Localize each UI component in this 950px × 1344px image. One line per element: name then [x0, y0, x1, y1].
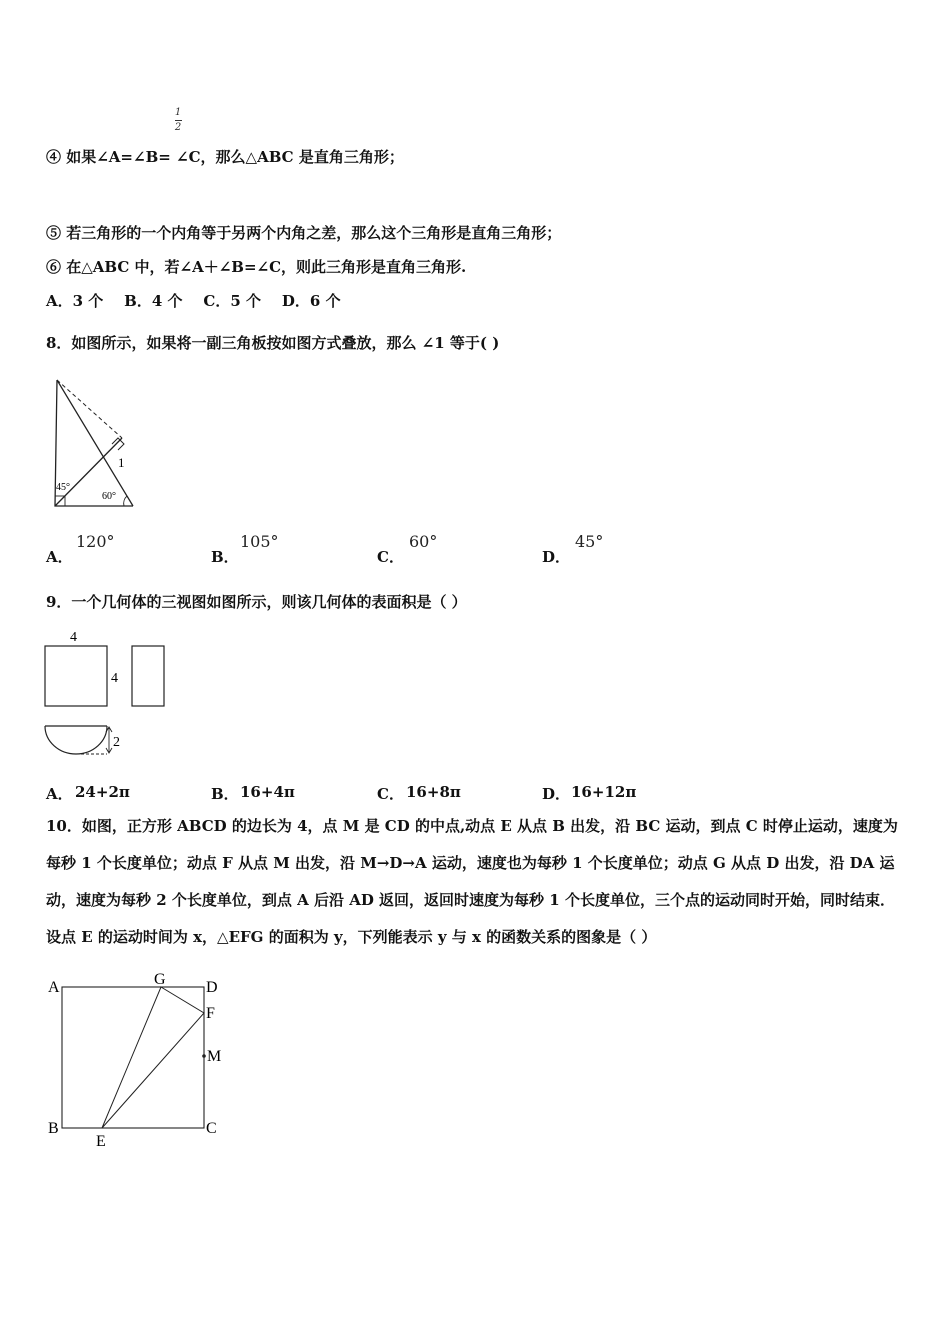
fraction-denominator: 2: [174, 122, 182, 133]
q8-option-a-letter: A．: [46, 548, 73, 566]
label-m: M: [207, 1048, 222, 1065]
q9-option-c-letter: C．: [377, 785, 404, 803]
q9-option-d-value: 16+12π: [571, 783, 637, 801]
angle-45-label: 45°: [56, 482, 70, 493]
label-b: B: [48, 1120, 59, 1137]
label-g: G: [154, 971, 166, 988]
q9-height-label: 4: [111, 671, 118, 686]
q8-option-b-letter: B．: [211, 548, 239, 566]
q9-option-a-value: 24+2π: [75, 783, 130, 801]
label-e: E: [96, 1133, 106, 1150]
q10-square-figure: [40, 966, 230, 1156]
q9-option-b-letter: B．: [211, 785, 239, 803]
label-c: C: [206, 1120, 217, 1137]
label-f: F: [206, 1005, 215, 1022]
angle-1-label: 1: [118, 455, 125, 470]
q8-stem: 8．如图所示，如果将一副三角板按如图方式叠放，那么 ∠1 等于( ): [46, 334, 500, 352]
q9-three-views-figure: [40, 622, 180, 762]
q8-option-a-value: 120°: [76, 532, 115, 551]
q7-item-5: ⑤ 若三角形的一个内角等于另两个内角之差，那么这个三角形是直角三角形；: [46, 224, 562, 242]
q7-options: A．3 个 B．4 个 C．5 个 D．6 个: [46, 292, 341, 310]
angle-60-label: 60°: [102, 491, 116, 502]
fraction-numerator: 1: [174, 107, 182, 118]
label-a: A: [48, 979, 60, 996]
q8-option-d-letter: D．: [542, 548, 571, 566]
q9-stem: 9．一个几何体的三视图如图所示，则该几何体的表面积是（ ）: [46, 593, 467, 611]
side-view: [132, 646, 164, 706]
q9-option-d-letter: D．: [542, 785, 571, 803]
q8-triangle-figure: [40, 372, 150, 517]
q9-option-b-value: 16+4π: [240, 783, 295, 801]
q8-option-b-value: 105°: [240, 532, 279, 551]
label-d: D: [206, 979, 218, 996]
q7-item-6: ⑥ 在△ABC 中，若∠A＋∠B=∠C，则此三角形是直角三角形.: [46, 258, 467, 276]
q10-stem: 10．如图，正方形 ABCD 的边长为 4，点 M 是 CD 的中点,动点 E 从点 B 出发，沿 BC 运动，到点 C 时停止运动，速度为每秒 1 个长度单位；动点 F 从点 M 出发，沿 M→D→A 运动，速度也为每秒 1 个长度单位；动点 G 从点 D 出发，沿 DA 运动，速度为每秒 2 个长度单位，到点 A 后沿 AD 返回，返回时速度为每秒 1 个长度单位，三个点的运动同时开始，同时结束．设点 E 的运动时间为 x，△EFG 的面积为 y，下列能表示 y 与 x 的函数关系的图象是（ ）: [46, 817, 898, 946]
q7-item-4: ④ 如果∠A=∠B= ∠C，那么△ABC 是直角三角形；: [46, 148, 404, 166]
q9-option-c-value: 16+8π: [406, 783, 461, 801]
q9-option-a-letter: A．: [46, 785, 73, 803]
q8-option-d-value: 45°: [575, 532, 604, 551]
triangle-efg: [102, 987, 204, 1128]
q8-option-c-letter: C．: [377, 548, 404, 566]
q8-option-c-value: 60°: [409, 532, 438, 551]
q9-radius-label: 2: [113, 735, 120, 750]
square-abcd: [62, 987, 204, 1128]
front-view: [45, 646, 107, 706]
top-view: [45, 726, 107, 754]
q9-width-label: 4: [70, 630, 77, 645]
point-m: [202, 1054, 206, 1058]
fraction-one-half: [172, 107, 184, 134]
